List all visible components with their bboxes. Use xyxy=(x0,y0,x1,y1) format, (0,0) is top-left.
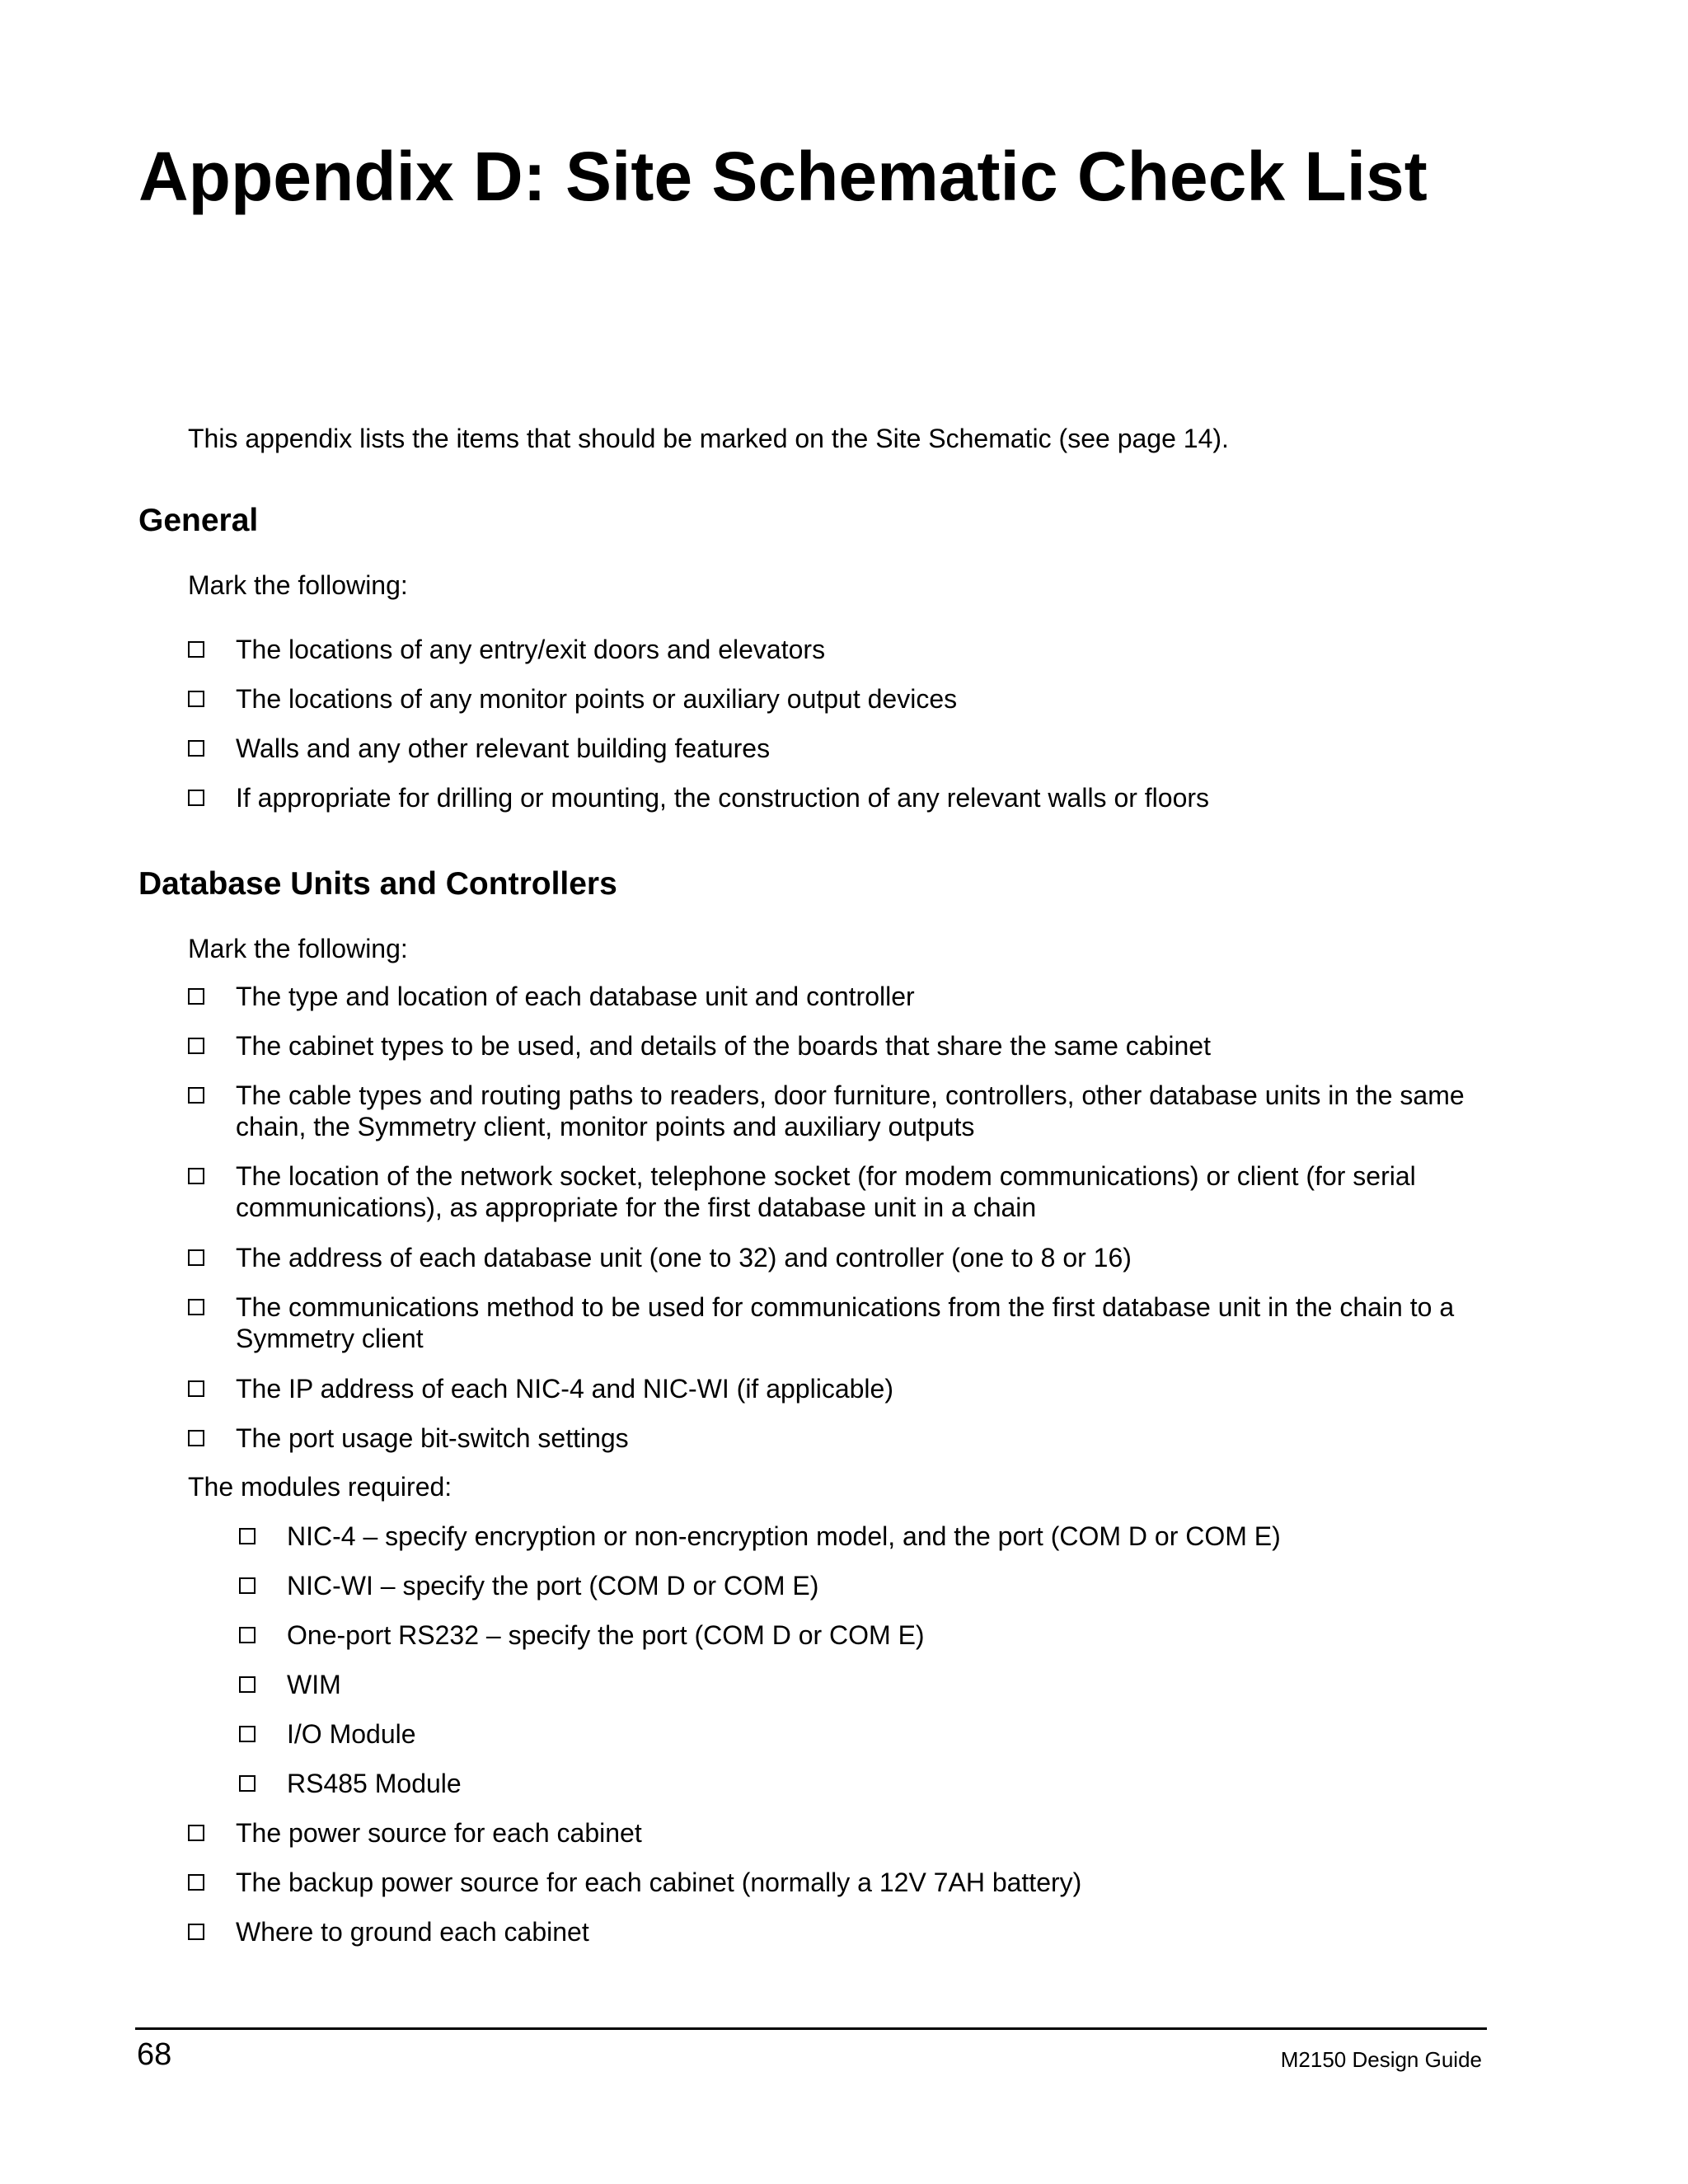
section-heading-general: General xyxy=(138,503,259,538)
checklist-item xyxy=(188,733,1507,764)
page-number: 68 xyxy=(137,2037,172,2072)
checkbox-icon[interactable] xyxy=(188,641,204,658)
checkbox-icon[interactable] xyxy=(188,740,204,757)
checkbox-icon[interactable] xyxy=(188,691,204,707)
checklist-item-label: The backup power source for each cabinet (normally a 12V 7AH battery) xyxy=(236,1868,1082,1897)
database-lead-text: Mark the following: xyxy=(188,934,408,963)
checklist-item xyxy=(188,1291,1507,1354)
modules-lead-text: The modules required: xyxy=(188,1472,452,1502)
checklist-item-label: If appropriate for drilling or mounting, the construction of any relevant walls or floors xyxy=(236,783,1210,813)
checklist-item xyxy=(188,1160,1507,1223)
checklist-item xyxy=(188,634,1507,665)
checklist-item-label: The cabinet types to be used, and details of the boards that share the same cabinet xyxy=(236,1031,1211,1061)
checklist-item-label: The location of the network socket, telephone socket (for modem communications) or client (for serial communications), as appropriate for the first database unit in a chain xyxy=(236,1161,1416,1222)
general-lead-text: Mark the following: xyxy=(188,570,408,600)
module-item-label: NIC-4 – specify encryption or non-encryption model, and the port (COM D or COM E) xyxy=(287,1521,1281,1551)
checkbox-icon[interactable] xyxy=(188,1249,204,1266)
checklist-item-label: Where to ground each cabinet xyxy=(236,1917,589,1947)
checkbox-icon[interactable] xyxy=(239,1676,256,1693)
checklist-item xyxy=(188,1817,1507,1849)
checkbox-icon[interactable] xyxy=(188,1874,204,1891)
checklist-item xyxy=(188,683,1507,715)
module-item xyxy=(239,1718,1508,1750)
checklist-item-label: The locations of any entry/exit doors and elevators xyxy=(236,635,826,664)
checklist-item-label: The communications method to be used for communications from the first database unit in the chain to a Symmetry client xyxy=(236,1292,1455,1353)
footer-rule xyxy=(135,2027,1487,2030)
module-item-label: One-port RS232 – specify the port (COM D or COM E) xyxy=(287,1620,925,1650)
intro-paragraph: This appendix lists the items that should be marked on the Site Schematic (see page 14). xyxy=(188,424,1229,453)
checklist-item-label: The IP address of each NIC-4 and NIC-WI (if applicable) xyxy=(236,1374,893,1404)
checklist-item xyxy=(188,1916,1507,1947)
section-heading-database: Database Units and Controllers xyxy=(138,866,617,902)
checkbox-icon[interactable] xyxy=(239,1528,256,1544)
checkbox-icon[interactable] xyxy=(188,1430,204,1446)
module-item xyxy=(239,1570,1508,1601)
checkbox-icon[interactable] xyxy=(188,988,204,1005)
checklist-item xyxy=(188,1080,1507,1142)
checklist-item xyxy=(188,1030,1507,1062)
checklist-item-label: The port usage bit-switch settings xyxy=(236,1423,629,1453)
module-item-label: WIM xyxy=(287,1670,341,1699)
module-item xyxy=(239,1521,1508,1552)
checkbox-icon[interactable] xyxy=(188,1087,204,1104)
checkbox-icon[interactable] xyxy=(188,790,204,806)
module-item-label: NIC-WI – specify the port (COM D or COM E) xyxy=(287,1571,819,1601)
module-item-label: I/O Module xyxy=(287,1719,416,1749)
checklist-item-label: The type and location of each database unit and controller xyxy=(236,982,915,1011)
checklist-item-label: Walls and any other relevant building features xyxy=(236,733,771,763)
checkbox-icon[interactable] xyxy=(188,1299,204,1315)
checkbox-icon[interactable] xyxy=(239,1726,256,1742)
checkbox-icon[interactable] xyxy=(239,1577,256,1594)
module-item xyxy=(239,1768,1508,1799)
checklist-item-label: The cable types and routing paths to readers, door furniture, controllers, other database units in the same chain, the Symmetry client, monitor points and auxiliary outputs xyxy=(236,1080,1465,1141)
document-name: M2150 Design Guide xyxy=(1280,2047,1482,2072)
checkbox-icon[interactable] xyxy=(239,1627,256,1643)
module-item-label: RS485 Module xyxy=(287,1769,462,1798)
checklist-item xyxy=(188,1242,1507,1273)
checkbox-icon[interactable] xyxy=(188,1380,204,1397)
checklist-item xyxy=(188,981,1507,1012)
module-item xyxy=(239,1669,1508,1700)
checklist-item-label: The locations of any monitor points or auxiliary output devices xyxy=(236,684,958,714)
checkbox-icon[interactable] xyxy=(188,1924,204,1940)
checklist-item xyxy=(188,1422,1507,1454)
checkbox-icon[interactable] xyxy=(239,1775,256,1792)
checklist-item xyxy=(188,1867,1507,1898)
checklist-item xyxy=(188,782,1507,813)
checklist-item-label: The power source for each cabinet xyxy=(236,1818,642,1848)
page-title: Appendix D: Site Schematic Check List xyxy=(138,138,1428,215)
checkbox-icon[interactable] xyxy=(188,1038,204,1054)
checkbox-icon[interactable] xyxy=(188,1825,204,1841)
checklist-item-label: The address of each database unit (one to 32) and controller (one to 8 or 16) xyxy=(236,1243,1132,1272)
module-item xyxy=(239,1619,1508,1651)
checklist-item xyxy=(188,1373,1507,1404)
checkbox-icon[interactable] xyxy=(188,1168,204,1184)
